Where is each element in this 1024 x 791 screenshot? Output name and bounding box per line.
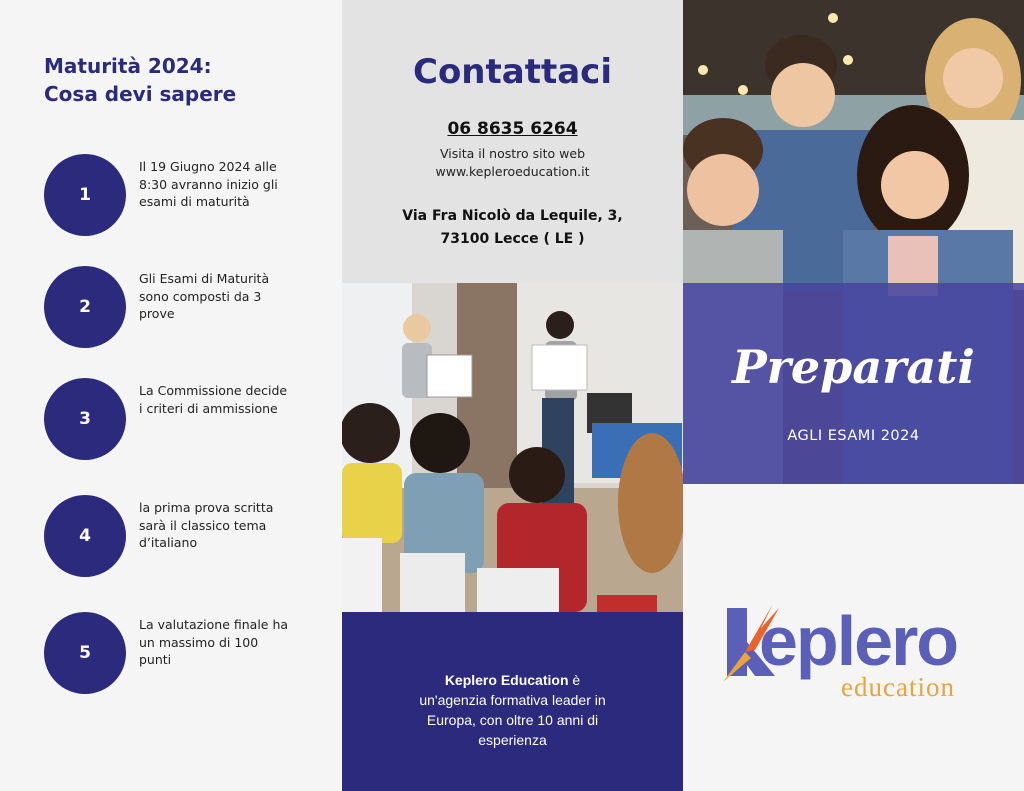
title-line-1: Maturità 2024: [44,54,212,78]
website-label: Visita il nostro sito web [439,146,585,161]
step-number-circle: 3 [44,378,126,460]
contact-box [342,0,683,283]
contact-panel [342,0,683,791]
step-item [44,612,324,696]
step-text: Il 19 Giugno 2024 alle 8:30 avranno inizio gli esami di maturità [139,159,278,209]
classroom-photo [342,283,683,612]
step-item [44,266,324,350]
address-line-1: Via Fra Nicolò da Lequile, 3, [402,208,623,224]
step-item [44,154,324,238]
step-text: Gli Esami di Maturità sono composti da 3 prove [139,271,270,321]
about-description: è un'agenzia formativa leader in Europa, con oltre 10 anni di esperienza [419,672,606,748]
logo-wordmark: eplero [759,602,958,680]
hero-panel [683,0,1024,791]
brand-name: Keplero Education [444,672,569,688]
steps-panel [0,0,342,791]
about-text [412,670,613,750]
step-number-circle: 4 [44,495,126,577]
panel-title [44,52,304,108]
step-item [44,495,324,579]
step-text: la prima prova scritta sarà il classico tema d’italiano [139,500,274,550]
classroom-illustration [342,283,683,612]
hero-subtitle: AGLI ESAMI 2024 [787,428,920,444]
address-line-2: 73100 Lecce ( LE ) [440,231,585,247]
step-number-circle: 2 [44,266,126,348]
hero-title: Preparati [732,340,975,394]
step-text: La Commissione decide i criteri di ammissione [139,383,288,416]
title-line-2: Cosa devi sapere [44,82,237,106]
step-text: La valutazione finale ha un massimo di 100 punti [139,617,289,667]
logo-subtext: education [841,672,955,702]
phone-link[interactable]: 06 8635 6264 [447,119,578,139]
website-link[interactable]: www.kepleroeducation.it [435,164,590,179]
step-number-circle: 5 [44,612,126,694]
step-number-circle: 1 [44,154,126,236]
about-box [342,612,683,791]
keplero-logo [721,596,1001,706]
step-item [44,378,324,462]
contact-title: Contattaci [413,52,612,92]
